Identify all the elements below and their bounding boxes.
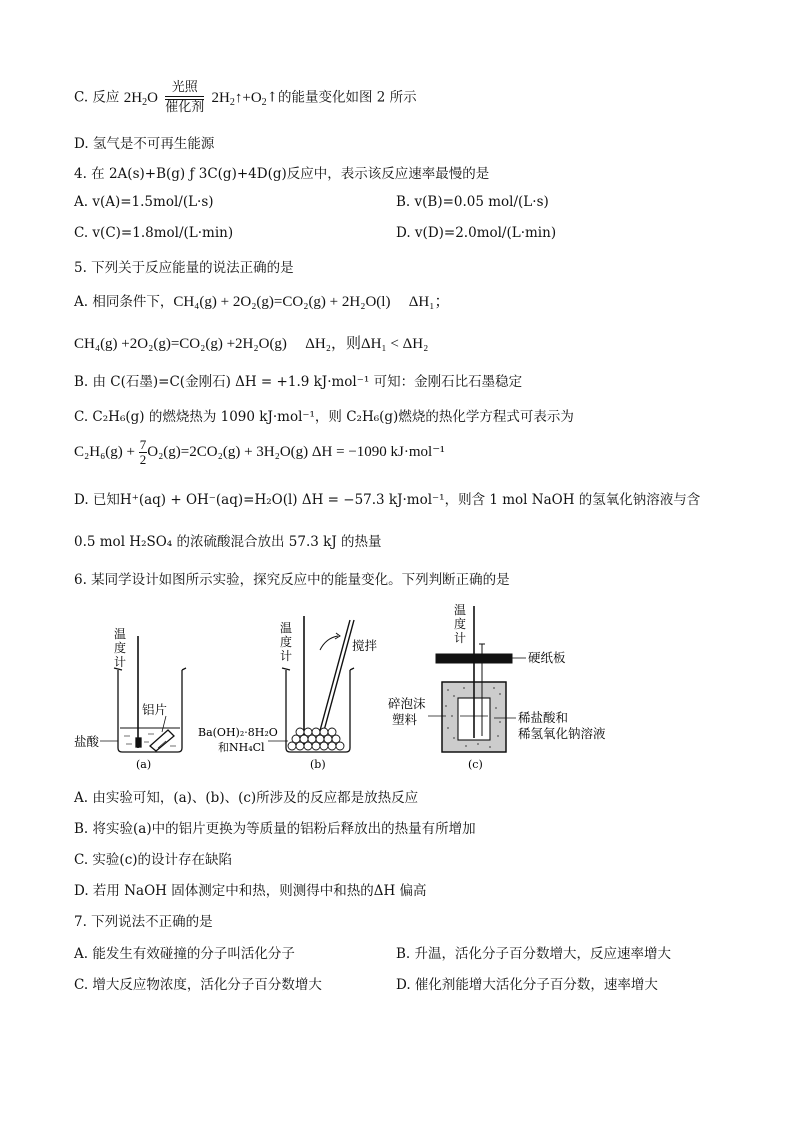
beaker-b-stir-label: 搅拌 [352,638,378,653]
q6-option-b: B. 将实验(a)中的铝片更换为等质量的铝粉后释放出的热量有所增加 [74,821,476,837]
q3c-cond-top: 光照 [171,80,198,95]
q4-stem: 4. 在 2A(s)+B(g) ƒ 3C(g)+4D(g)反应中，表示该反应速率最慢的是 [74,166,490,182]
q5-stem: 5. 下列关于反应能量的说法正确的是 [74,260,294,276]
q4-option-a: A. v(A)=1.5mol/(L·s) [74,194,214,210]
q7-stem: 7. 下列说法不正确的是 [74,914,213,930]
q7-option-b: B. 升温，活化分子百分数增大，反应速率增大 [396,946,672,962]
beaker-b-therm-1: 温 [280,621,293,635]
q5-option-a-line1 [74,290,449,311]
q3c-cond-bottom: 催化剂 [165,100,205,115]
q5-option-c-line2 [74,438,445,467]
beaker-b-reagent-1: Ba(OH)₂·8H₂O [198,726,278,739]
calorimeter-therm-1: 温 [454,603,467,617]
beaker-a-acid-label: 盐酸 [74,734,100,749]
q7-option-d: D. 催化剂能增大活化分子百分数，速率增大 [396,977,658,993]
q3c-products: $2H_2↑+O_2$ [211,89,267,108]
q5c-eq-post: O₂(g)=2CO₂(g) + 3H₂O(g) ΔH = −1090 kJ·mol⁻¹ [147,443,445,460]
q5-option-a-line2 [74,332,428,353]
q5c-eq-pre: C₂H₆(g) + [74,443,139,460]
q6-option-a: A. 由实验可知，(a)、(b)、(c)所涉及的反应都是放热反应 [74,790,419,806]
q5-option-d-line2: 0.5 mol H₂SO₄ 的浓硫酸混合放出 57.3 kJ 的热量 [74,534,382,550]
beaker-b-caption: (b) [310,758,326,771]
q5-option-b: B. 由 C(石墨)=C(金刚石) ΔH = +1.9 kJ·mol⁻¹ 可知：金刚石比石墨稳定 [74,374,523,390]
q3c-suffix: ↑的能量变化如图 2 所示 [266,89,417,106]
q5a-dh1: ΔH₁； [408,294,450,310]
q7-option-c: C. 增大反应物浓度，活化分子百分数增大 [74,977,322,993]
beaker-a-caption: (a) [136,758,152,771]
calorimeter-caption: (c) [468,758,483,771]
q5c-fraction: $\frac{7}{2}$ [139,437,147,467]
q3-option-d: D. 氢气是不可再生能源 [74,136,215,152]
q6-option-d: D. 若用 NaOH 固体测定中和热，则测得中和热的ΔH 偏高 [74,883,427,899]
q7-option-a: A. 能发生有效碰撞的分子叫活化分子 [74,946,295,962]
beaker-b-crystals [288,728,344,750]
calorimeter-board-label: 硬纸板 [528,650,566,665]
q4-option-c: C. v(C)=1.8mol/(L·min) [74,225,234,241]
q5a-prefix: A. 相同条件下， [74,294,174,310]
q6-option-c: C. 实验(c)的设计存在缺陷 [74,852,233,868]
calorimeter-therm-3: 计 [454,631,467,645]
q5-option-d-line1: D. 已知H⁺(aq) + OH⁻(aq)=H₂O(l) ΔH = −57.3 kJ·mol⁻¹，则含 1 mol NaOH 的氢氧化钠溶液与含 [74,492,701,508]
q6-stem: 6. 某同学设计如图所示实验，探究反应中的能量变化。下列判断正确的是 [74,572,510,588]
beaker-b-therm-3: 计 [280,649,293,663]
calorimeter-foam-label-1: 碎泡沫 [388,696,426,711]
q5a-dh2: ΔH₂，则ΔH₁ < ΔH₂ [305,336,429,352]
q5a-equation2: CH₄(g) +2O₂(g)=CO₂(g) +2H₂O(g) [74,336,287,352]
q3c-prefix: C. 反应 [74,89,120,106]
beaker-a [100,636,186,752]
beaker-b-reagent-2: 和NH₄Cl [218,741,265,754]
beaker-a-therm-1: 温 [114,627,127,641]
q6-experiment-figure [70,598,670,776]
calorimeter-foam-label-2: 塑料 [392,712,418,727]
q3c-reactant: $2H_2O$ [123,89,158,108]
calorimeter-therm-2: 度 [454,617,467,631]
q3-option-c [74,80,417,116]
calorimeter-solution-label-2: 稀氢氧化钠溶液 [518,726,606,741]
beaker-a-therm-2: 度 [114,641,127,655]
q4-option-b: B. v(B)=0.05 mol/(L·s) [396,194,549,210]
beaker-a-therm-3: 计 [114,655,127,669]
q5-option-c-line1: C. C₂H₆(g) 的燃烧热为 1090 kJ·mol⁻¹，则 C₂H₆(g)燃烧的热化学方程式可表示为 [74,409,574,425]
beaker-b-therm-2: 度 [280,635,293,649]
beaker-a-foil-label: 铝片 [142,702,168,717]
q3c-condition [165,80,204,116]
calorimeter-solution-label-1: 稀盐酸和 [518,710,569,725]
q4-option-d: D. v(D)=2.0mol/(L·min) [396,225,557,241]
q5a-equation1: CH₄(g) + 2O₂(g)=CO₂(g) + 2H₂O(l) [173,294,391,310]
calorimeter-c [428,606,526,752]
